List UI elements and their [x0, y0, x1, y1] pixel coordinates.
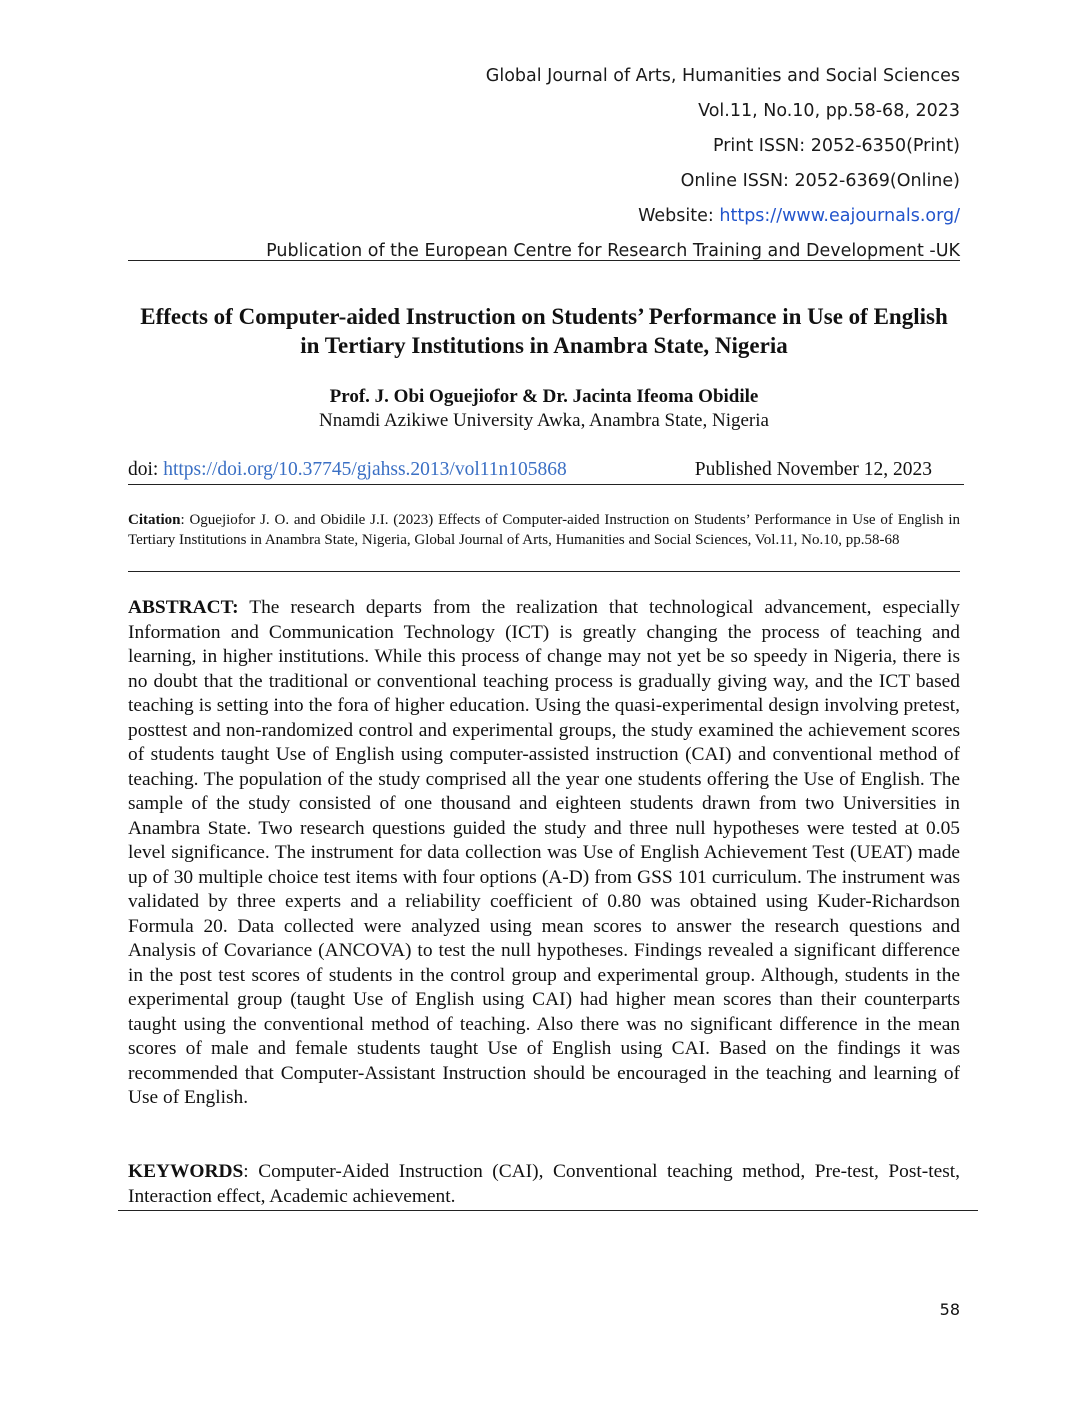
publisher-line: Publication of the European Centre for Research Training and Development -UK — [266, 241, 960, 261]
keywords-text: : Computer-Aided Instruction (CAI), Conventional teaching method, Pre-test, Post-test, Interaction effect, Academic achievement. — [128, 1161, 960, 1207]
abstract-text: The research departs from the realization that technological advancement, especially Information and Communication Technology (ICT) is greatly changing the process of teaching and learning, in higher institutions. While this process of change may not yet be so speedy in Nigeria, there is no doubt that the traditional or conventional teaching process is gradually giving way, and the ICT based teaching is setting into the fora of higher education. Using the quasi-experimental design involving pretest, posttest and non-randomized control and experimental groups, the study examined the achievement scores of students taught Use of English using computer-assisted instruction (CAI) and conventional method of teaching. The population of the study comprised all the year one students offering the Use of English. The sample of the study consisted of one thousand and eighteen students drawn from two Universities in Anambra State. Two research questions guided the study and three null hypotheses were tested at 0.05 level significance. The instrument for data collection was Use of English Achievement Test (UEAT) made up of 30 multiple choice test items with four options (A-D) from GSS 101 curriculum. The instrument was validated by three experts and a reliability coefficient of 0.80 was obtained using Kuder-Richardson Formula 20. Data collected were analyzed using mean scores to answer the research questions and Analysis of Covariance (ANCOVA) to test the null hypotheses. Findings revealed a significant difference in the post test scores of students in the control group and experimental group. Although, students in the experimental group (taught Use of English using CAI) had higher mean scores than their counterparts taught using the conventional method of teaching. Also there was no significant difference in the mean scores of male and female students taught Use of English using CAI. Based on the findings it was recommended that Computer-Assistant Instruction should be encouraged in the teaching and learning of Use of English. — [128, 597, 960, 1108]
website-label: Website: — [638, 206, 720, 226]
journal-header — [266, 62, 960, 272]
website-line — [266, 202, 960, 237]
website-link[interactable]: https://www.eajournals.org/ — [719, 206, 960, 226]
online-issn: Online ISSN: 2052-6369(Online) — [680, 171, 960, 191]
keywords — [128, 1160, 960, 1209]
volume-info: Vol.11, No.10, pp.58-68, 2023 — [698, 101, 960, 121]
abstract — [128, 596, 960, 1111]
page-number: 58 — [939, 1300, 960, 1319]
print-issn: Print ISSN: 2052-6350(Print) — [712, 136, 960, 156]
authors: Prof. J. Obi Oguejiofor & Dr. Jacinta Ifeoma Obidile — [329, 386, 759, 407]
citation-label: Citation — [128, 512, 181, 528]
article-title: Effects of Computer-aided Instruction on Students’ Performance in Use of English in Tertiary Institutions in Anambra State, Nigeria — [140, 304, 948, 358]
doi-line — [128, 459, 567, 481]
header-rule — [128, 260, 960, 261]
citation — [128, 510, 960, 550]
doi-link[interactable]: https://doi.org/10.37745/gjahss.2013/vol11n105868 — [163, 459, 567, 480]
keywords-rule — [118, 1210, 978, 1211]
affiliation: Nnamdi Azikiwe University Awka, Anambra State, Nigeria — [319, 410, 769, 431]
keywords-label: KEYWORDS — [128, 1161, 244, 1182]
journal-name: Global Journal of Arts, Humanities and Social Sciences — [485, 66, 960, 86]
doi-rule — [128, 484, 964, 485]
citation-text: : Oguejiofor J. O. and Obidile J.I. (2023) Effects of Computer-aided Instruction on Students’ Performance in Use of English in Tertiary Institutions in Anambra State, Nigeria, Global Journal of Arts, Humanities and Social Sciences, Vol.11, No.10, pp.58-68 — [128, 512, 960, 548]
published-date: Published November 12, 2023 — [694, 459, 932, 480]
doi-label: doi: — [128, 459, 164, 480]
abstract-label: ABSTRACT: — [128, 597, 239, 618]
citation-rule — [128, 571, 960, 572]
